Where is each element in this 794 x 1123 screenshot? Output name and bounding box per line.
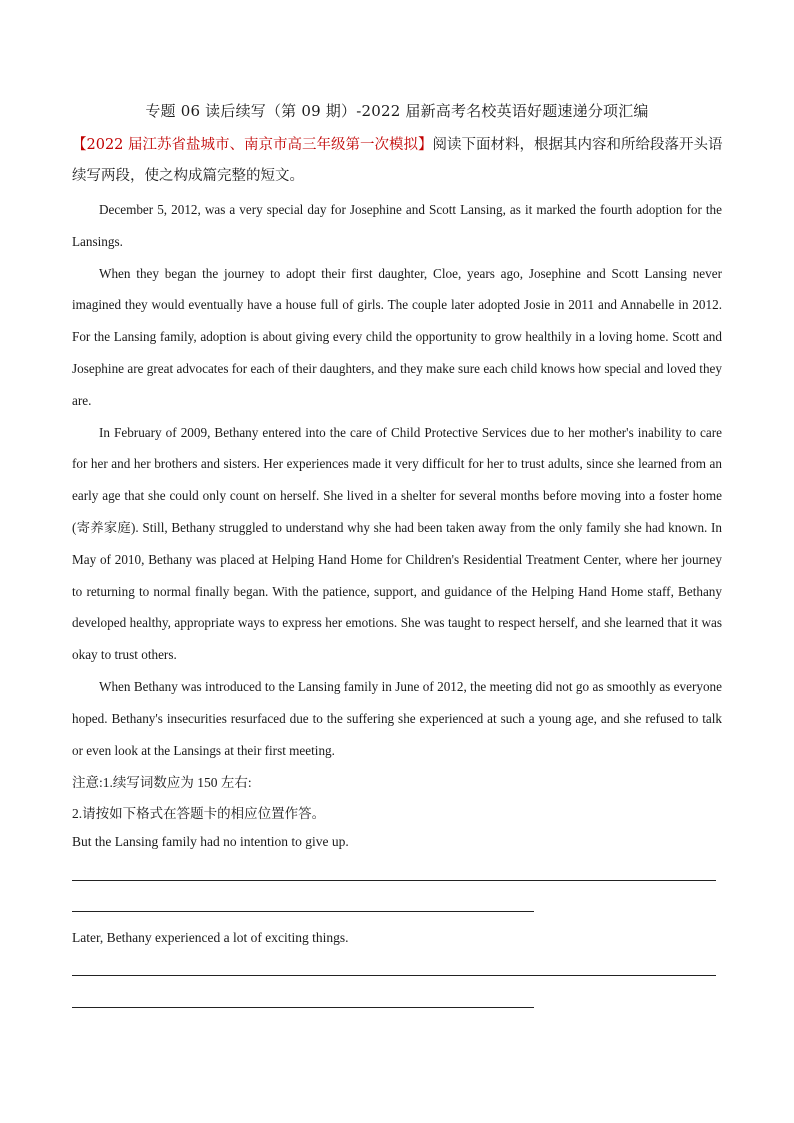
- paragraph-prompt-1: But the Lansing family had no intention to give up.: [72, 834, 349, 849]
- passage-paragraph-1: December 5, 2012, was a very special day for Josephine and Scott Lansing, as it marked the fourth adoption for the Lansings.: [72, 202, 722, 249]
- task-instruction: 阅读下面材料，根据其内容和所给段落开头语续写两段，使之构成篇完整的短文。: [72, 137, 723, 184]
- answer-line: [72, 880, 716, 881]
- passage-paragraph-2: When they began the journey to adopt their first daughter, Cloe, years ago, Josephine and Scott Lansing never imagined they would eventually have a house full of girls. The couple later adopted Josie in 2011 and Annabelle in 2012. For the Lansing family, adoption is about giving every child the opportunity to grow healthily in a loving home. Scott and Josephine are great advocates for each of their daughters, and they make sure each child knows how special and loved they are.: [72, 265, 722, 408]
- passage-paragraph-4: When Bethany was introduced to the Lansing family in June of 2012, the meeting did not go as smoothly as everyone hoped. Bethany's insecurities resurfaced due to the suffering she experienced at such a young age, and she refused to talk or even look at the Lansings at their first meeting.: [72, 678, 722, 758]
- source-tag: 【2022 届江苏省盐城市、南京市高三年级第一次模拟】: [72, 137, 433, 153]
- task-intro: [72, 130, 724, 192]
- reading-passage: [72, 194, 722, 766]
- passage-paragraph-3: In February of 2009, Bethany entered into the care of Child Protective Services due to her mother's inability to care for her and her brothers and sisters. Her experiences made it very difficult for her to trust adults, since she learned from an early age that she could only count on herself. She lived in a shelter for several months before moving into a foster home (寄养家庭). Still, Bethany struggled to understand why she had been taken away from the only family she had known. In May of 2010, Bethany was placed at Helping Hand Home for Children's Residential Treatment Center, where her journey to returning to normal finally began. With the patience, support, and guidance of the Helping Hand Home staff, Bethany developed healthy, appropriate ways to express her emotions. She was taught to respect herself, and she learned that it was okay to trust others.: [72, 424, 722, 663]
- paragraph-prompt-2: Later, Bethany experienced a lot of exciting things.: [72, 930, 349, 945]
- answer-line: [72, 975, 716, 976]
- answer-line: [72, 1007, 534, 1008]
- note-format: 2.请按如下格式在答题卡的相应位置作答。: [72, 806, 326, 821]
- note-word-count: 注意:1.续写词数应为 150 左右:: [72, 775, 252, 790]
- writing-notes: [72, 767, 722, 829]
- answer-line: [72, 911, 534, 912]
- document-title: 专题 06 读后续写（第 09 期）-2022 届新高考名校英语好题速递分项汇编: [145, 102, 649, 120]
